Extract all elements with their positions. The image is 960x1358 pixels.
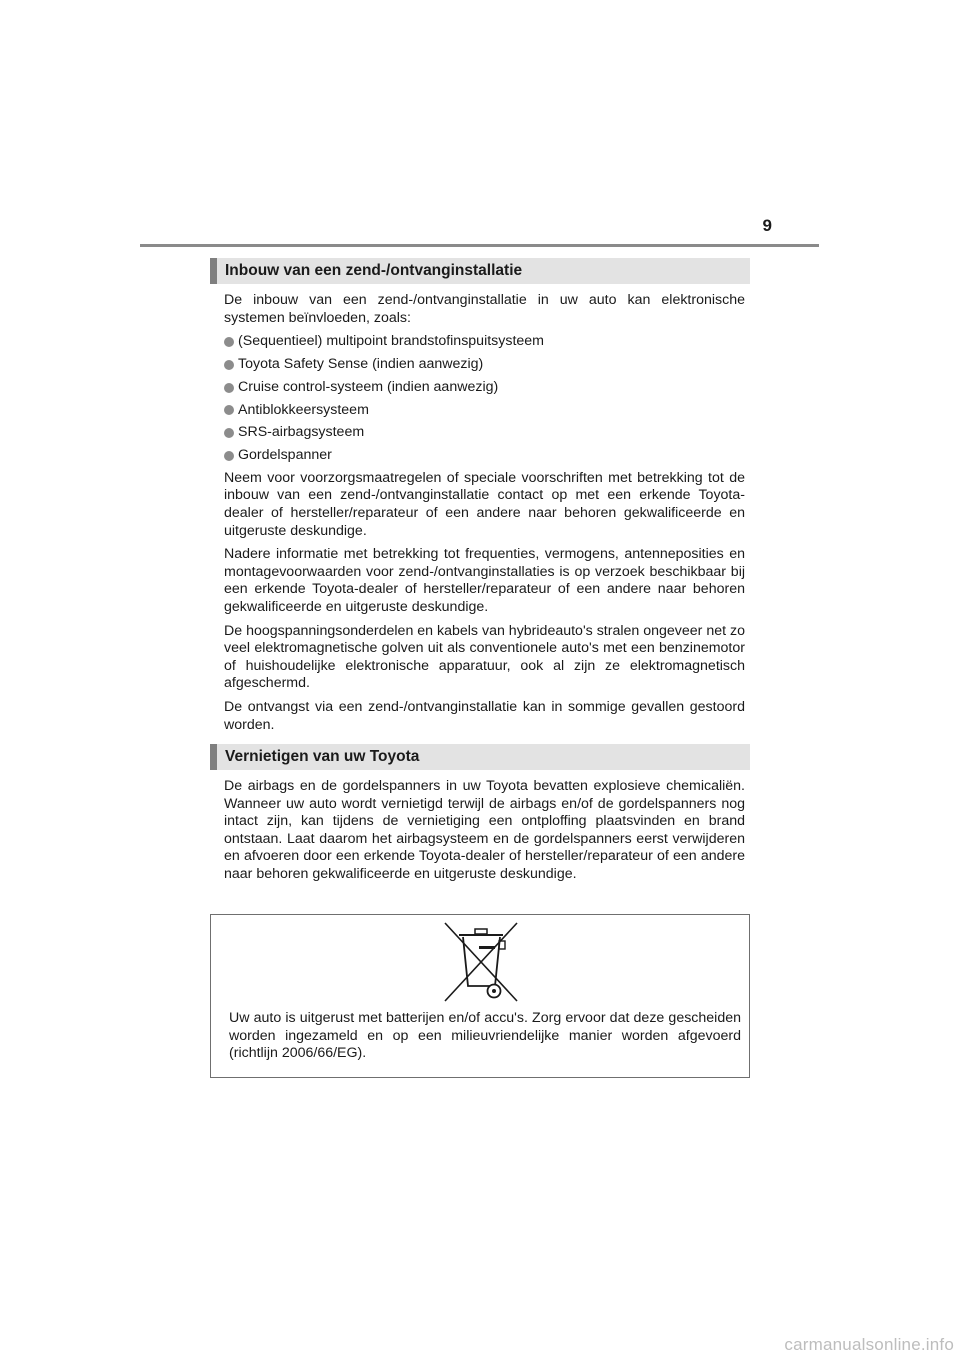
- list-item: Antiblokkeersysteem: [224, 402, 745, 420]
- intro-paragraph: De inbouw van een zend-/ontvanginstallatie in uw auto kan elektronische systemen beïnvloeden, zoals:: [224, 292, 745, 326]
- list-item: Cruise control-systeem (indien aanwezig): [224, 379, 745, 397]
- bullet-icon: [224, 337, 234, 347]
- page-number: 9: [762, 216, 772, 235]
- watermark: carmanualsonline.info: [784, 1335, 954, 1354]
- section-title-vehicle-disposal: Vernietigen van uw Toyota: [210, 744, 750, 770]
- battery-disposal-notice: [210, 914, 750, 1078]
- bullet-icon: [224, 360, 234, 370]
- body-paragraph: De ontvangst via een zend-/ontvanginstallatie kan in sommige gevallen gestoord worden.: [224, 699, 745, 733]
- bullet-icon: [224, 383, 234, 393]
- notice-text: Uw auto is uitgerust met batterijen en/of accu's. Zorg ervoor dat deze gescheiden worden ingezameld en op een milieuvriendelijke manier worden afgevoerd (richtlijn 2006/66/EG).: [229, 1010, 741, 1062]
- crossed-out-wheelie-bin-icon: [443, 920, 519, 1002]
- list-item: SRS-airbagsysteem: [224, 424, 745, 442]
- list-item: Toyota Safety Sense (indien aanwezig): [224, 356, 745, 374]
- section-title-radio-installation: Inbouw van een zend-/ontvanginstallatie: [210, 258, 750, 284]
- header-rule: [140, 244, 819, 247]
- section-body-radio-installation: [224, 292, 745, 740]
- bullet-icon: [224, 451, 234, 461]
- list-item: (Sequentieel) multipoint brandstofinspuitsysteem: [224, 333, 745, 351]
- body-paragraph: Nadere informatie met betrekking tot frequenties, vermogens, antenneposities en montagevoorwaarden voor zend-/ontvanginstallaties is op verzoek beschikbaar bij een erkende Toyota-dealer of hersteller/reparateur of een andere naar behoren gekwalificeerde en uitgeruste deskundige.: [224, 546, 745, 616]
- bullet-icon: [224, 428, 234, 438]
- body-paragraph: Neem voor voorzorgsmaatregelen of speciale voorschriften met betrekking tot de inbouw van een zend-/ontvanginstallatie contact op met een erkende Toyota-dealer of hersteller/reparateur of een andere naar behoren gekwalificeerde en uitgeruste deskundige.: [224, 469, 745, 539]
- affected-systems-list: [224, 333, 745, 465]
- list-item: Gordelspanner: [224, 447, 745, 465]
- bullet-icon: [224, 405, 234, 415]
- body-paragraph: De hoogspanningsonderdelen en kabels van hybrideauto's stralen ongeveer net zo veel elektromagnetische golven uit als conventionele auto's met een benzinemotor of huishoudelijke elektronische apparatuur, ook al zijn ze elektromagnetisch afgeschermd.: [224, 622, 745, 692]
- body-paragraph: De airbags en de gordelspanners in uw Toyota bevatten explosieve chemicaliën. Wanneer uw auto wordt vernietigd terwijl de airbags en/of de gordelspanners nog intact zijn, kan tijdens de vernietiging een ontploffing plaatsvinden en brand ontstaan. Laat daarom het airbagsysteem en de gordelspanners eerst verwijderen en afvoeren door een erkende Toyota-dealer of hersteller/reparateur of een andere naar behoren gekwalificeerde en uitgeruste deskundige.: [224, 778, 745, 882]
- section-body-vehicle-disposal: [224, 778, 745, 890]
